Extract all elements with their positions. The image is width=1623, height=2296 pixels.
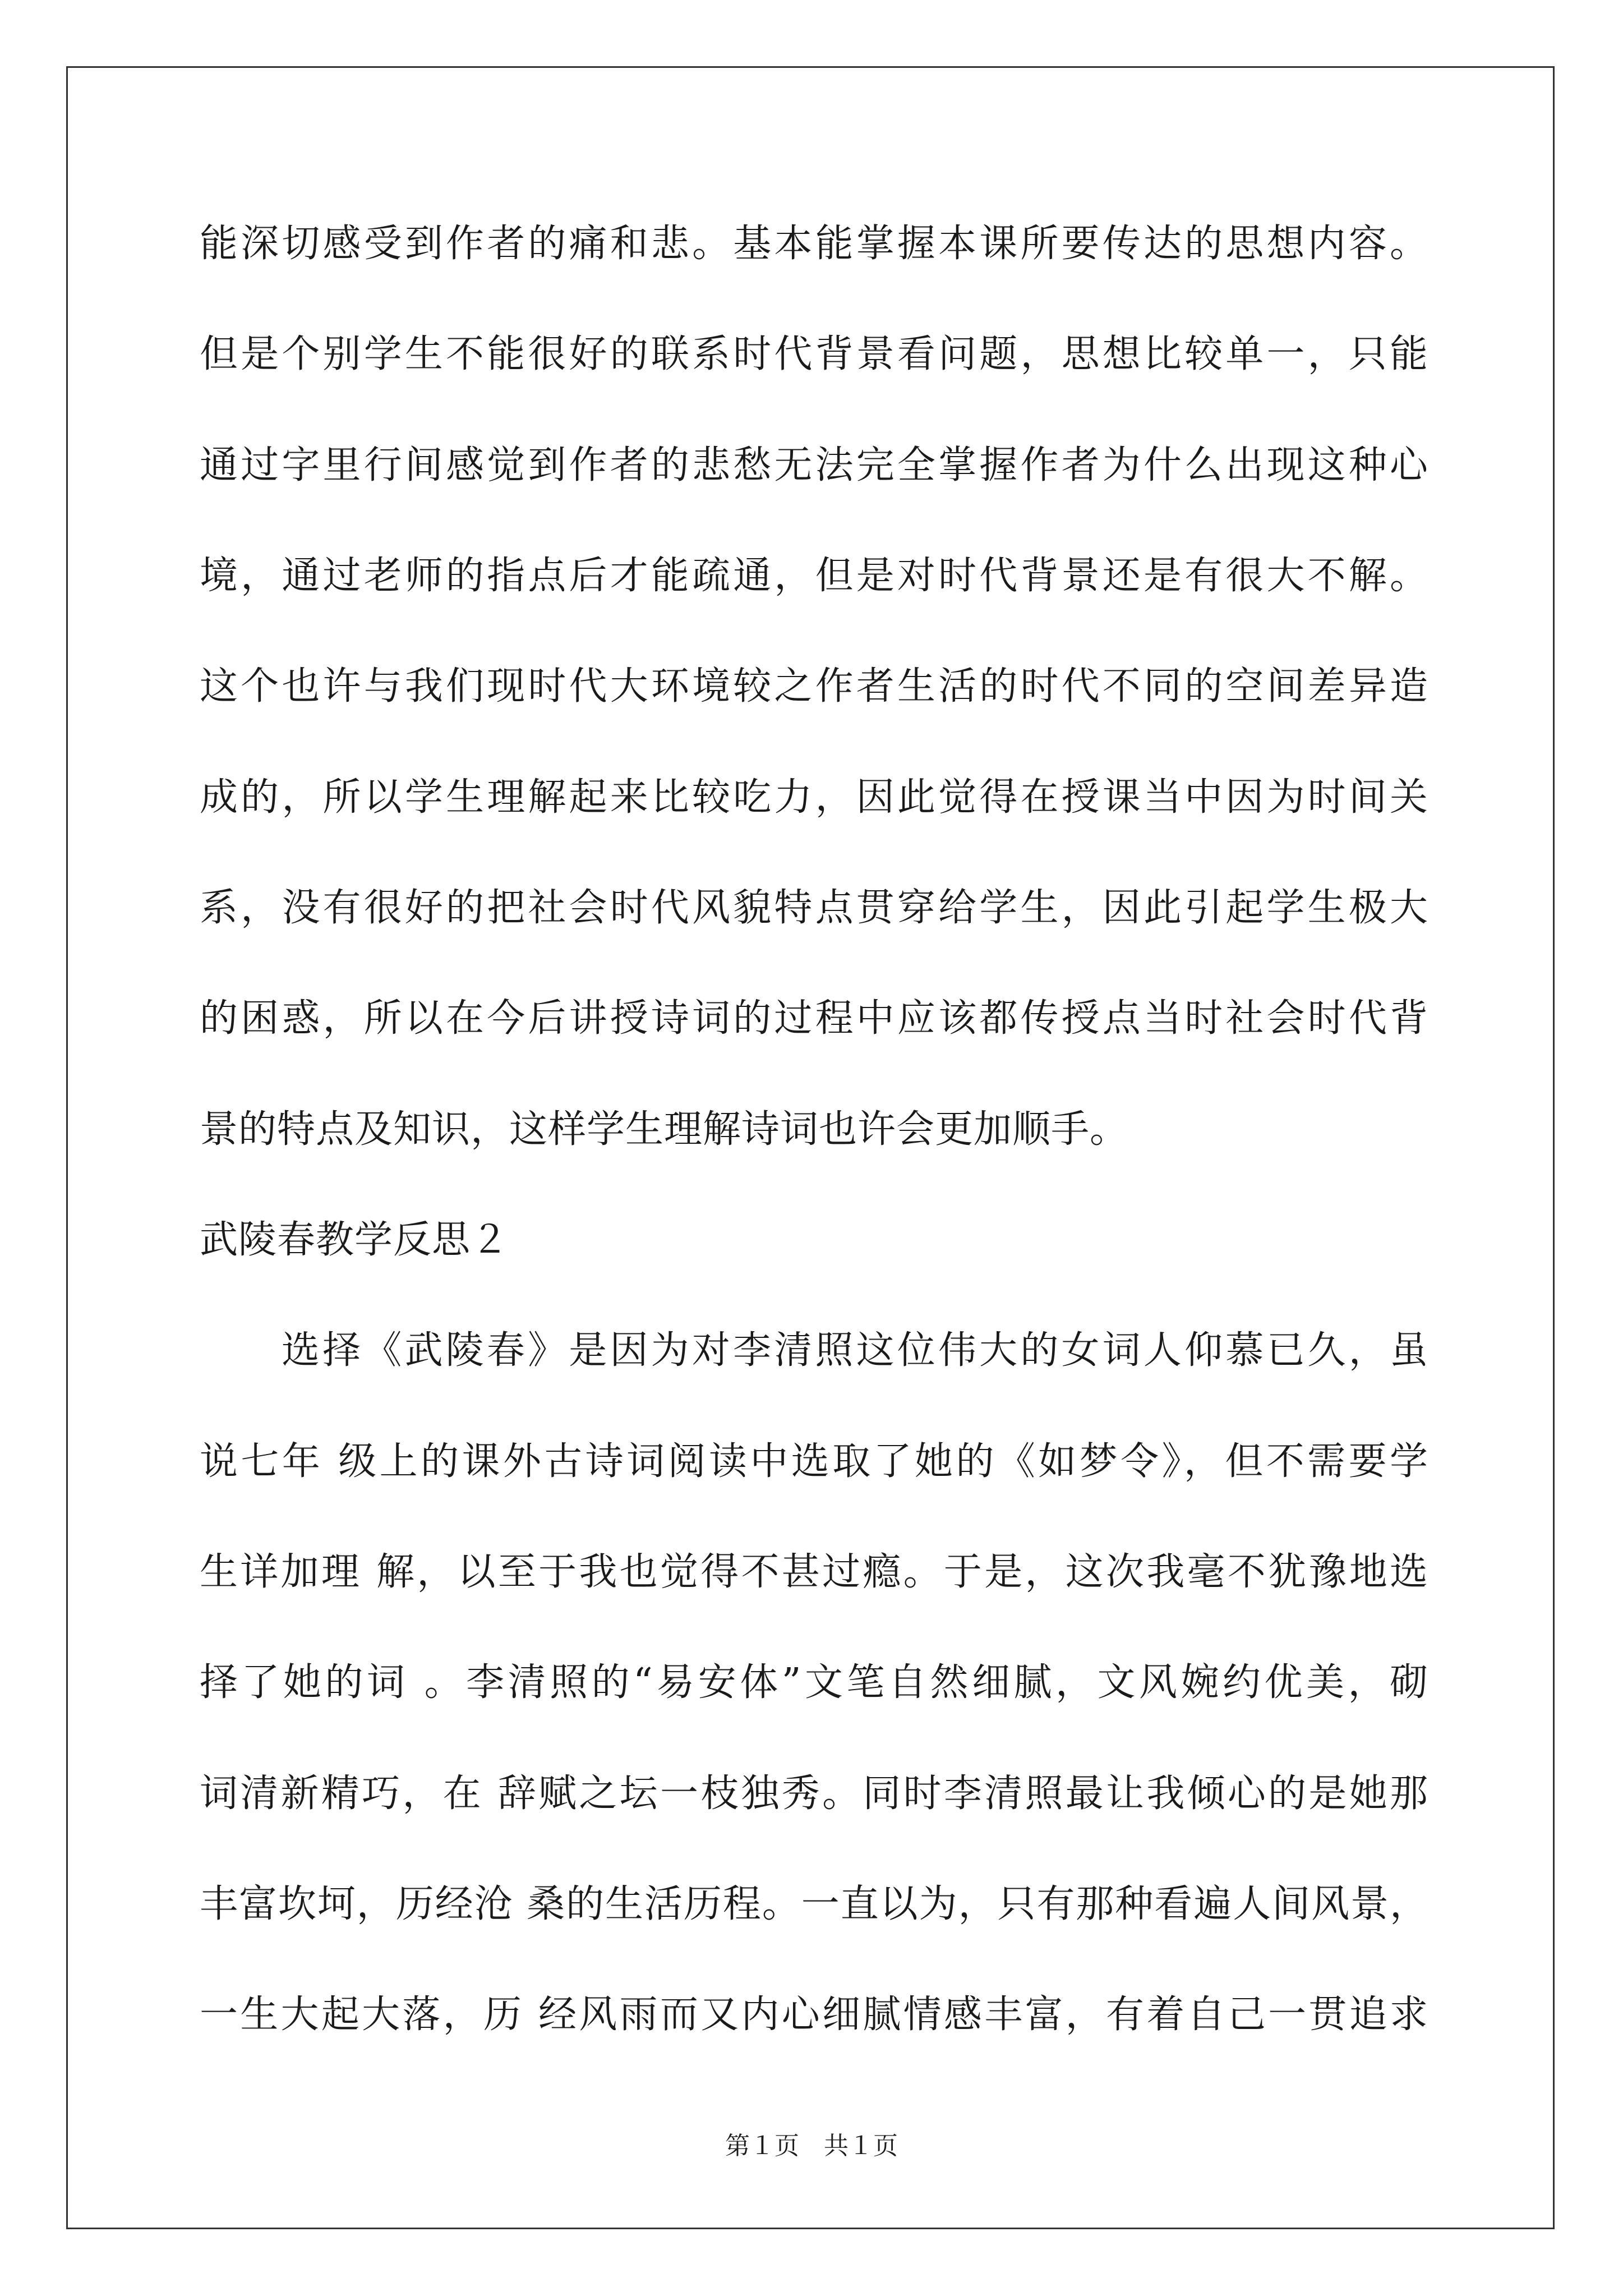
page-footer: 第１页 共１页	[725, 2132, 898, 2160]
body-line: 能深切感受到作者的痛和悲。基本能掌握本课所要传达的思想内容。	[200, 222, 1428, 266]
section-line: 说七年 级上的课外古诗词阅读中选取了她的《如梦令》，但不需要学	[200, 1439, 1428, 1484]
body-line: 成的，所以学生理解起来比较吃力，因此觉得在授课当中因为时间关	[200, 775, 1428, 820]
section-line: 词清新精巧，在 辞赋之坛一枝独秀。同时李清照最让我倾心的是她那	[200, 1772, 1428, 1816]
body-line: 但是个别学生不能很好的联系时代背景看问题，思想比较单一，只能	[200, 332, 1428, 376]
body-line: 境，通过老师的指点后才能疏通，但是对时代背景还是有很大不解。	[200, 554, 1428, 598]
body-line: 通过字里行间感觉到作者的悲愁无法完全掌握作者为什么出现这种心	[200, 443, 1428, 487]
body-line: 的困惑，所以在今后讲授诗词的过程中应该都传授点当时社会时代背	[200, 996, 1428, 1041]
section-line: 丰富坎坷，历经沧 桑的生活历程。一直以为，只有那种看遍人间风景，	[200, 1882, 1428, 1926]
body-line: 这个也许与我们现时代大环境较之作者生活的时代不同的空间差异造	[200, 664, 1428, 708]
section-line: 择了她的词 。李清照的“易安体”文笔自然细腻，文风婉约优美，砌	[200, 1660, 1428, 1705]
section-line: 选择《武陵春》是因为对李清照这位伟大的女词人仰慕已久，虽	[282, 1328, 1428, 1373]
body-line: 景的特点及知识，这样学生理解诗词也许会更加顺手。	[200, 1107, 1129, 1152]
section-line: 生详加理 解，以至于我也觉得不甚过瘾。于是，这次我毫不犹豫地选	[200, 1550, 1428, 1594]
section-heading: 武陵春教学反思２	[200, 1218, 510, 1262]
section-line: 一生大起大落，历 经风雨而又内心细腻情感丰富，有着自己一贯追求	[200, 1993, 1428, 2037]
body-line: 系，没有很好的把社会时代风貌特点贯穿给学生，因此引起学生极大	[200, 886, 1428, 930]
